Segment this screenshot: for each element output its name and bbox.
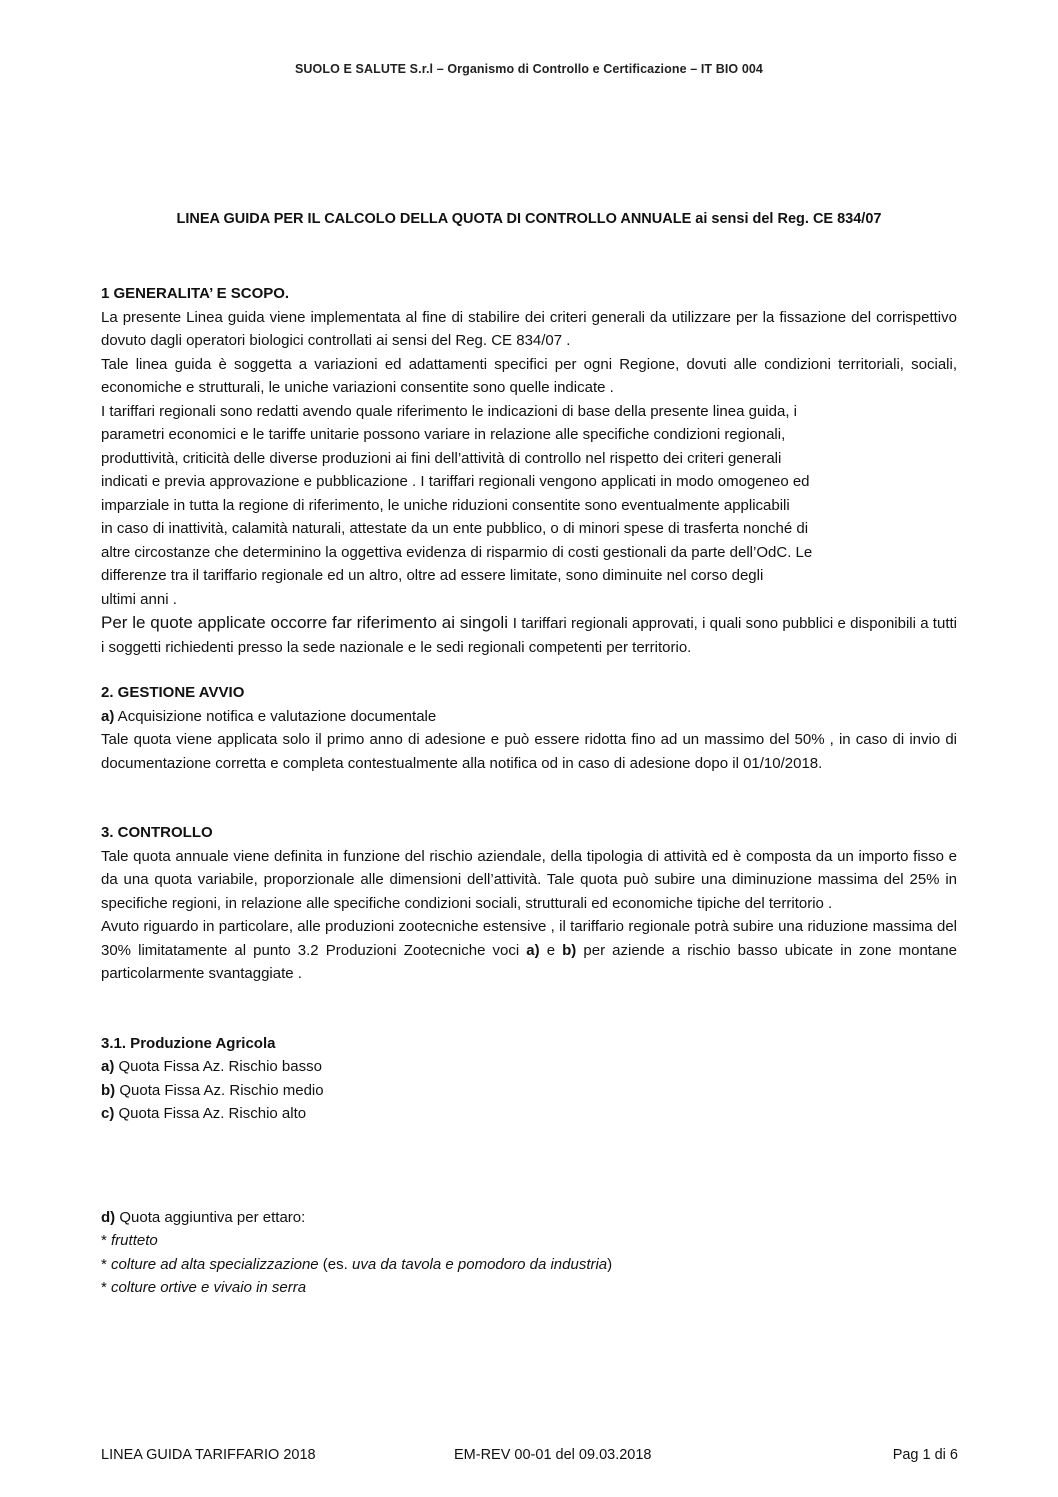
paragraph-4-lead: Per le quote applicate occorre far riferimento ai singoli — [101, 613, 513, 632]
item-letter: d) — [101, 1208, 116, 1226]
bullet-text: colture ortive e vivaio in serra — [111, 1279, 307, 1296]
p2-letter-a: a) — [526, 941, 540, 959]
item-letter: c) — [101, 1105, 115, 1122]
section-1-paragraph-4 — [101, 611, 957, 659]
section-1-paragraph-3-line: indicati e previa approvazione e pubblicazione . I tariffari regionali vengono applicati in modo omogeneo ed — [101, 473, 810, 490]
p2-letter-b: b) — [562, 941, 577, 959]
section-3-1-item-d — [101, 1206, 957, 1230]
bullet-text: colture ad alta specializzazione — [111, 1255, 319, 1273]
document-body — [101, 282, 957, 1300]
bullet-text: frutteto — [111, 1232, 158, 1249]
section-1-paragraph-1: La presente Linea guida viene implementata al fine di stabilire dei criteri generali da utilizzare per la fissazione del corrispettivo dovuto dagli operatori biologici controllati ai sensi del Reg. CE 834/07 . — [101, 308, 957, 349]
section-1-paragraph-3-line: produttività, criticità delle diverse produzioni ai fini dell’attività di controllo nel rispetto dei criteri generali — [101, 449, 782, 467]
page-header: SUOLO E SALUTE S.r.l – Organismo di Controllo e Certificazione – IT BIO 004 — [294, 62, 763, 76]
p2-start: Avuto riguardo in particolare, alle produzioni zootecniche estensive , il tariffario regionale potrà subire una riduzione massima del 30% limitatamente al punto 3.2 Produzioni Zootecniche voci — [101, 918, 957, 959]
item-text: Quota aggiuntiva per ettaro: — [115, 1208, 306, 1226]
section-2-paragraph: Tale quota viene applicata solo il primo anno di adesione e può essere ridotta fino ad un massimo del 50% , in caso di invio di documentazione corretta e completa contestualmente alla notifica od in caso di adesione dopo il 01/10/2018. — [101, 731, 957, 772]
item-letter: a) — [101, 707, 115, 725]
section-1-paragraph-3-line: I tariffari regionali sono redatti avendo quale riferimento le indicazioni di base della presente linea guida, i — [101, 402, 797, 420]
bullet-item — [101, 1229, 957, 1253]
footer-revision: EM-REV 00-01 del 09.03.2018 — [454, 1447, 652, 1463]
title-main: LINEA GUIDA PER IL CALCOLO DELLA QUOTA DI CONTROLLO ANNUALE — [176, 211, 696, 227]
bullet-text-plain: (es. — [318, 1255, 352, 1273]
section-2-item-a — [101, 705, 957, 729]
section-3-1-item — [101, 1102, 957, 1126]
section-1-paragraph-3-line: differenze tra il tariffario regionale ed un altro, oltre ad essere limitate, sono diminuite nel corso degli — [101, 567, 764, 584]
section-3-1-heading: 3.1. Produzione Agricola — [101, 1034, 276, 1052]
section-1-heading: 1 GENERALITA’ E SCOPO. — [101, 285, 290, 302]
bullet-item — [101, 1276, 957, 1300]
bullet-star: * — [101, 1255, 112, 1273]
item-text: Quota Fissa Az. Rischio medio — [115, 1081, 324, 1099]
item-text: Quota Fissa Az. Rischio basso — [114, 1058, 322, 1075]
document-title — [0, 211, 1058, 227]
section-3-paragraph-2 — [101, 915, 957, 986]
section-1-paragraph-3-line: ultimi anni . — [101, 590, 177, 608]
footer-document-name: LINEA GUIDA TARIFFARIO 2018 — [101, 1447, 316, 1463]
p2-end: per aziende a rischio basso ubicate in zone montane particolarmente svantaggiate . — [101, 941, 957, 982]
paragraph-4-rest: I tariffari regionali approvati, i quali sono pubblici e disponibili a tutti i soggetti richiedenti presso la sede nazionale e le sedi regionali competenti per territorio. — [101, 615, 957, 656]
bullet-star: * — [101, 1232, 112, 1249]
item-text: Quota Fissa Az. Rischio alto — [114, 1105, 307, 1122]
item-letter: b) — [101, 1081, 116, 1099]
footer-page-number: Pag 1 di 6 — [892, 1447, 958, 1463]
bullet-example: uva da tavola e pomodoro da industria — [351, 1255, 608, 1273]
bullet-text-plain: ) — [607, 1255, 613, 1273]
section-1-paragraph-3-line: altre circostanze che determinino la oggettiva evidenza di risparmio di costi gestionali da parte dell’OdC. Le — [101, 543, 813, 561]
section-1-paragraph-2: Tale linea guida è soggetta a variazioni ed adattamenti specifici per ogni Regione, dovuti alle condizioni territoriali, sociali, economiche e strutturali, le uniche variazioni consentite sono quelle indicate . — [101, 355, 957, 396]
section-2-heading: 2. GESTIONE AVVIO — [101, 684, 245, 701]
section-3-paragraph-1: Tale quota annuale viene definita in funzione del rischio aziendale, della tipologia di attività ed è composta da un importo fisso e da una quota variabile, proporzionale alle dimensioni dell’attività. Tale quota può subire una diminuzione massima del 25% in specifiche regioni, in relazione alle specifiche condizioni sociali, strutturali ed economiche tipiche del territorio . — [101, 847, 957, 912]
p2-mid: e — [539, 941, 563, 959]
bullet-star: * — [101, 1279, 112, 1296]
section-3-1-item — [101, 1079, 957, 1103]
section-3-heading: 3. CONTROLLO — [101, 824, 213, 841]
section-1-paragraph-3-line: imparziale in tutta la regione di riferimento, le uniche riduzioni consentite sono eventualmente applicabili — [101, 496, 790, 514]
section-1-paragraph-3-line: in caso di inattività, calamità naturali, attestate da un ente pubblico, o di minori spese di trasferta nonché di — [101, 520, 809, 537]
item-text: Acquisizione notifica e valutazione documentale — [114, 707, 437, 725]
section-1-paragraph-3-line: parametri economici e le tariffe unitarie possono variare in relazione alle specifiche condizioni regionali, — [101, 426, 786, 443]
section-3-1-item — [101, 1055, 957, 1079]
bullet-item — [101, 1253, 957, 1277]
item-letter: a) — [101, 1058, 115, 1075]
title-tail: ai sensi del Reg. CE 834/07 — [695, 211, 882, 227]
